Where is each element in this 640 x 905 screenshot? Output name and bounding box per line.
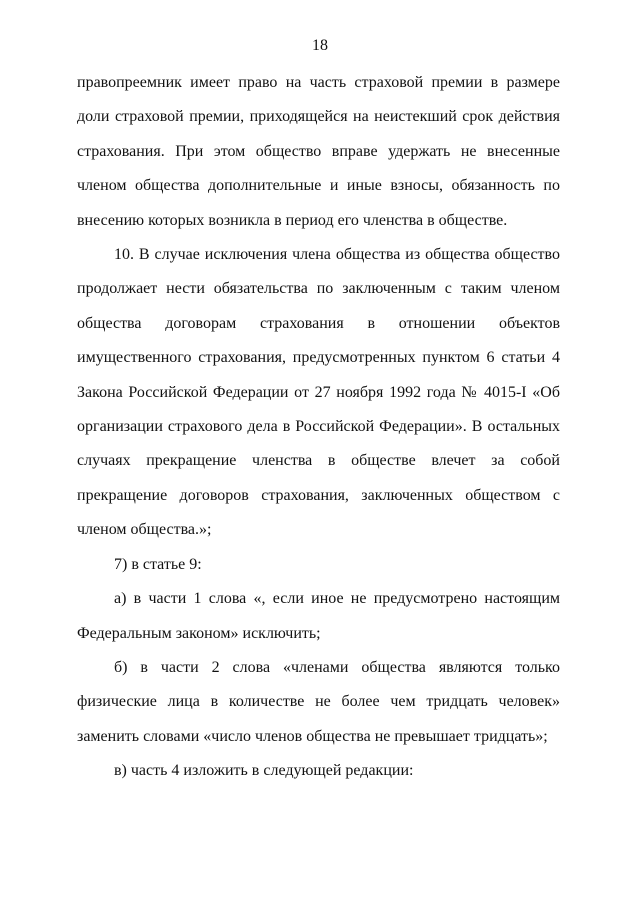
paragraph-item-10: 10. В случае исключения члена общества из общества общество продолжает нести обязательства по заключенным с таким членом общества договорам страхования в отношении объектов имущественного страхования, предусмотренных пунктом 6 статьи 4 Закона Российской Федерации от 27 ноября 1992 года № 4015-I «Об организации страхового дела в Российской Федерации». В остальных случаях прекращение членства в обществе влечет за собой прекращение договоров страхования, заключенных обществом с членом общества.»; [77,246,560,539]
paragraph-subitem-b: б) в части 2 слова «членами общества являются только физические лица в количестве не более чем тридцать человек» заменить словами «число членов общества не превышает тридцать»; [77,658,560,745]
paragraph-subitem-v: в) часть 4 изложить в следующей редакции: [114,762,414,780]
paragraph-continuation: правопреемник имеет право на часть страховой премии в размере доли страховой премии, приходящейся на неистекший срок действия страхования. При этом общество вправе удержать не внесенные членом общества дополнительные и иные взносы, обязанность по внесению которых возникла в период его членства в обществе. [77,74,560,229]
document-body [77,66,560,789]
page-number: 18 [312,37,328,54]
paragraph-item-7: 7) в статье 9: [114,555,202,573]
paragraph-subitem-a: а) в части 1 слова «, если иное не предусмотрено настоящим Федеральным законом» исключить; [77,590,560,642]
